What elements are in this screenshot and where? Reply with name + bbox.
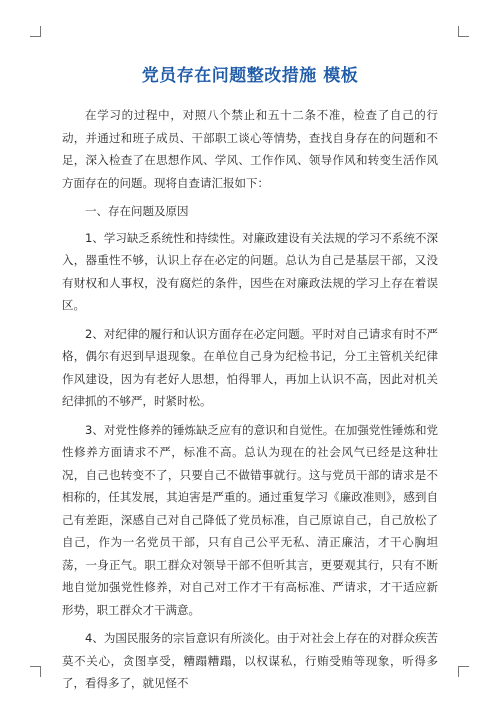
intro-paragraph: 在学习的过程中，对照八个禁止和五十二条不准，检查了自己的行动，并通过和班子成员、干部职工谈心等情势，查找自身存在的问题和不足，深入检查了在思想作风、学风、工作作风、领导作风和转变生活作风方面存在的问题。现将自查请汇报如下：	[62, 108, 438, 190]
item-paragraph-3: 3、对党性修养的锤炼缺乏应有的意识和自觉性。在加强党性锤炼和党性修养方面请求不严，标准不高。总认为现在的社会风气已经是这种壮况，自己也转变不了，只要自己不做错事就行。这与党员干部的请求是不相称的，任其发展，其迫害是严重的。通过重复学习《廉政准则》，感到自己有差距，深感自己对自己降低了党员标准，自己原谅自己，自己放松了自己，作为一名党员干部，只有自己公平无私、清正廉洁，才干心胸坦荡，一身正气。职工群众对领导干部不但听其言，更要观其行，只有不断地自觉加强党性修养，对自己对工作才干有高标准、严请求，才干适应新形势，职工群众才干满意。	[62, 422, 438, 617]
crop-mark-bottom-right	[458, 666, 469, 677]
document-title: 党员存在问题整改措施 模板	[141, 66, 359, 86]
document-body	[62, 104, 438, 695]
item-paragraph-4: 4、为国民服务的宗旨意识有所淡化。由于对社会上存在的对群众疾苦莫不关心，贪图享受，糟蹋糟蹋，以权谋私，行贿受贿等现象，听得多了，看得多了，就见怪不	[62, 631, 438, 690]
crop-mark-top-left	[30, 26, 41, 37]
section-heading: 一、存在问题及原因	[85, 204, 189, 218]
crop-mark-bottom-left	[30, 666, 41, 677]
item-paragraph-2: 2、对纪律的履行和认识方面存在必定问题。平时对自己请求有时不严格，偶尔有迟到早退现象。在单位自己身为纪检书记，分工主管机关纪律作风建设，因为有老好人思想，怕得罪人，再加上认识不高，因此对机关纪律抓的不够严，时紧时松。	[62, 326, 438, 408]
crop-mark-top-right	[458, 26, 469, 37]
item-paragraph-1: 1、学习缺乏系统性和持续性。对廉政建设有关法规的学习不系统不深入，器重性不够，认识上存在必定的问题。总认为自己是基层干部，又没有财权和人事权，没有腐烂的条件，因些在对廉政法规的学习上存在着误区。	[62, 230, 438, 312]
